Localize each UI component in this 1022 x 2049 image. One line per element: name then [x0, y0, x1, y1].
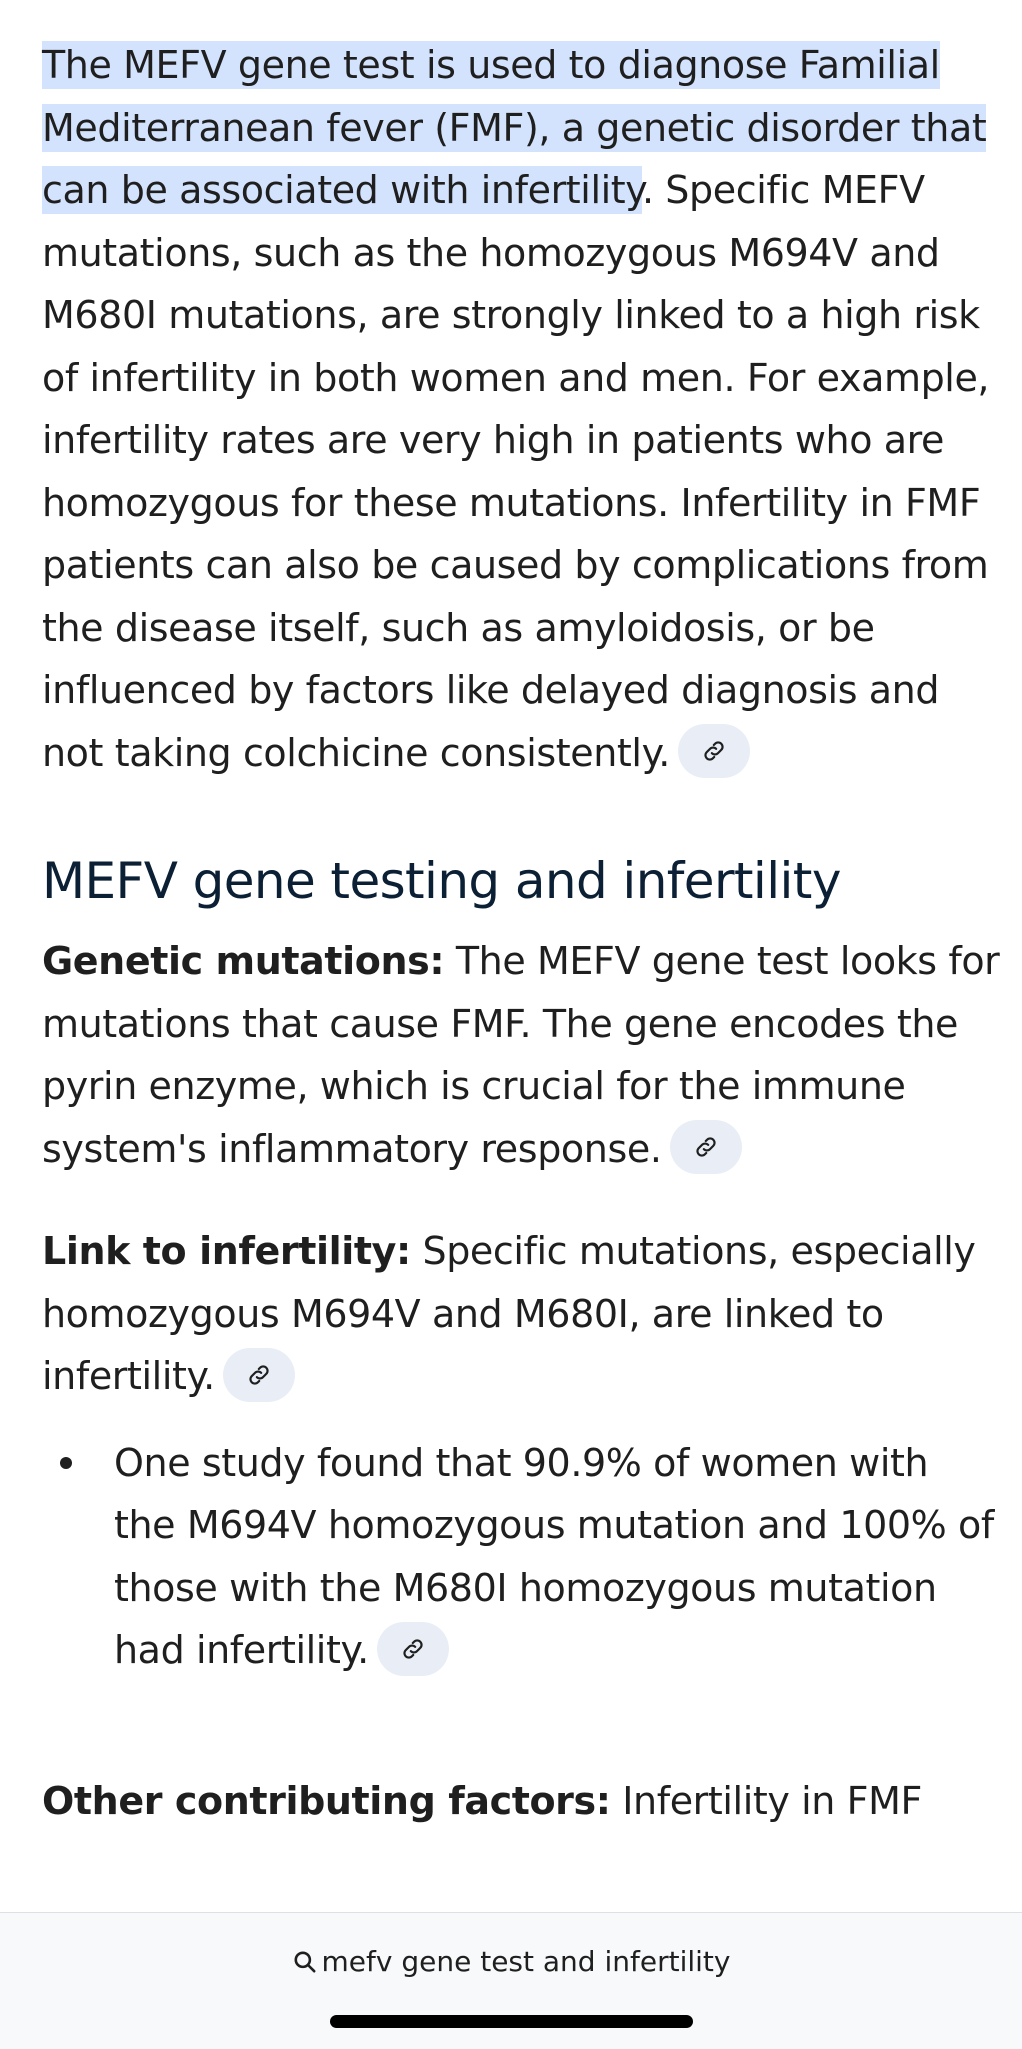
- link-icon: [701, 738, 727, 764]
- search-query-chip[interactable]: [0, 1945, 1022, 1978]
- search-icon: [292, 1949, 318, 1975]
- intro-text: . Specific MEFV mutations, such as the homozygous M694V and M680I mutations, are strongly linked to a high risk of infertility in both women and men. For example, infertility rates are very high in patients who are homozygous for these mutations. Infertility in FMF patients can also be caused by complications from the disease itself, such as amyloidosis, or be influenced by factors like delayed diagnosis and not taking colchicine consistently.: [42, 168, 990, 775]
- bullet-dot: [60, 1457, 72, 1469]
- other-factors-paragraph: [42, 1770, 1000, 1833]
- source-link-button[interactable]: [670, 1120, 742, 1174]
- intro-paragraph: [42, 34, 1000, 784]
- genetic-mutations-text: The MEFV gene test looks for mutations that cause FMF. The gene encodes the pyrin enzyme, which is crucial for the immune system's inflammatory response.: [42, 939, 1000, 1171]
- ai-answer: [42, 34, 1000, 1832]
- home-indicator[interactable]: [330, 2015, 693, 2028]
- genetic-mutations-paragraph: [42, 930, 1000, 1180]
- genetic-mutations-term: Genetic mutations:: [42, 939, 445, 983]
- link-to-infertility-term: Link to infertility:: [42, 1229, 411, 1273]
- search-query-text: mefv gene test and infertility: [321, 1945, 731, 1978]
- link-icon: [693, 1134, 719, 1160]
- list-item: [42, 1432, 1000, 1682]
- search-query-bar: [0, 1912, 1022, 2049]
- source-link-button[interactable]: [377, 1622, 449, 1676]
- source-link-button[interactable]: [223, 1348, 295, 1402]
- link-to-infertility-paragraph: [42, 1220, 1000, 1408]
- bullet-list: [42, 1432, 1000, 1682]
- link-to-infertility-text: Specific mutations, especially homozygous M694V and M680I, are linked to infertility.: [42, 1229, 976, 1398]
- other-factors-text: Infertility in FMF: [610, 1778, 922, 1823]
- section-heading: MEFV gene testing and infertility: [42, 852, 841, 910]
- link-icon: [246, 1362, 272, 1388]
- link-icon: [400, 1636, 426, 1662]
- other-factors-term: Other contributing factors:: [42, 1778, 611, 1823]
- highlighted-answer[interactable]: The MEFV gene test is used to diagnose Familial Mediterranean fever (FMF), a genetic disorder that can be associated with infertility: [42, 43, 987, 212]
- bullet-text: One study found that 90.9% of women with the M694V homozygous mutation and 100% of those with the M680I homozygous mutation had infertility.: [114, 1440, 994, 1672]
- source-link-button[interactable]: [678, 724, 750, 778]
